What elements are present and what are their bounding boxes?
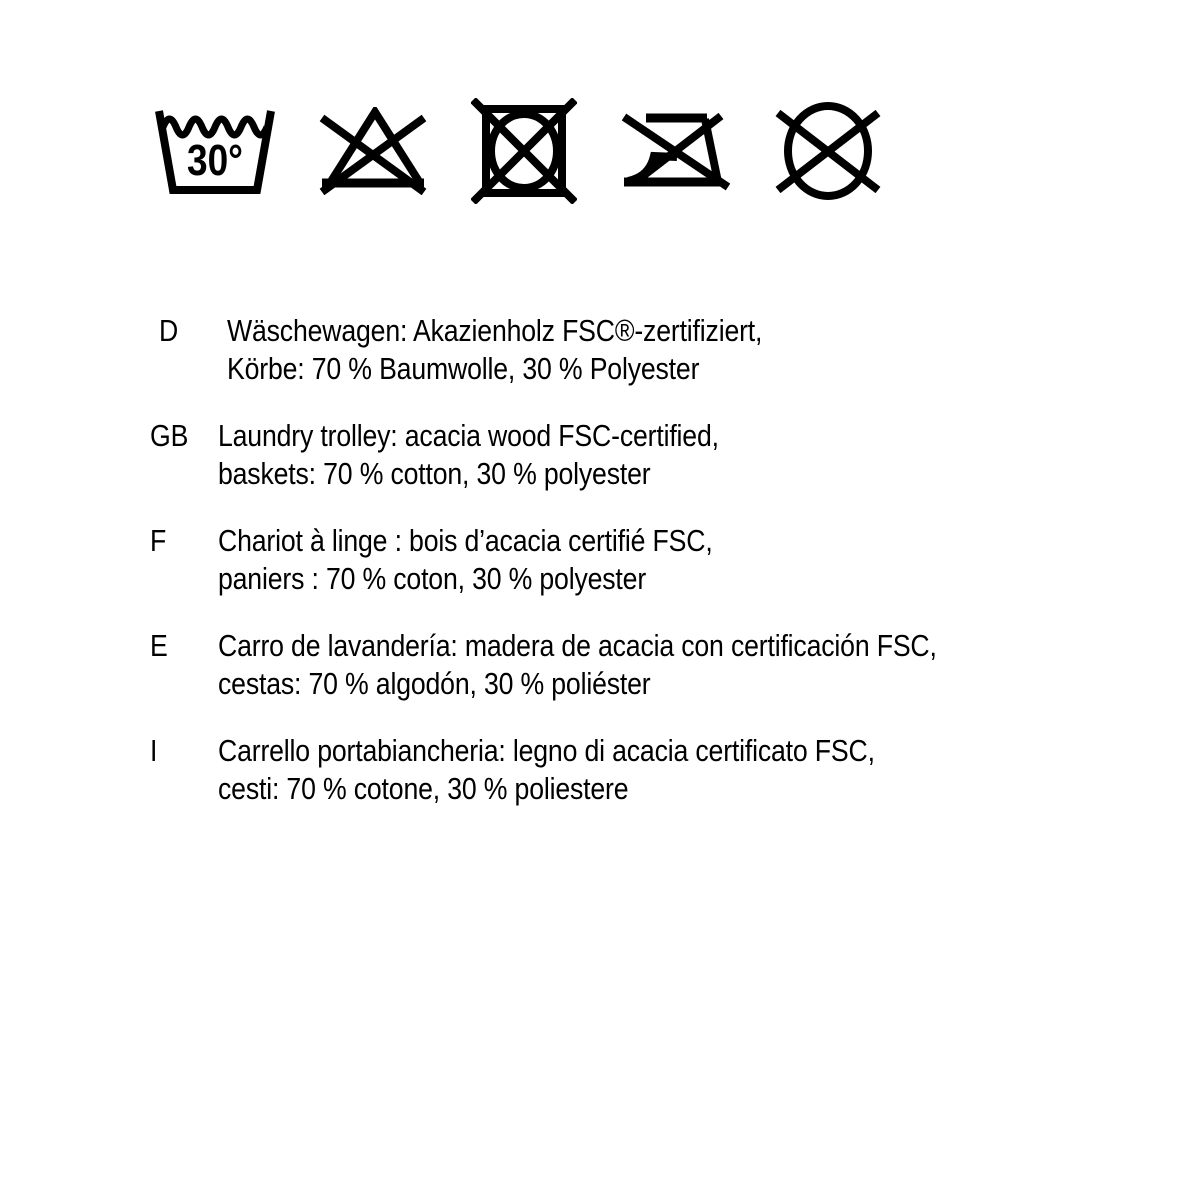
description-text: Chariot à linge : bois d’acacia certifié FSC, paniers : 70 % coton, 30 % polyester xyxy=(218,523,713,596)
do-not-iron-icon xyxy=(621,111,731,191)
wash-temperature-label: 30° xyxy=(187,136,243,185)
description-block-fr xyxy=(150,522,1054,598)
description-text: Carrello portabiancheria: legno di acacia certificato FSC, cesti: 70 % cotone, 30 % poliestere xyxy=(218,733,875,806)
language-code: E xyxy=(150,628,168,663)
description-block-es xyxy=(150,627,1054,703)
do-not-bleach-icon xyxy=(319,107,427,195)
multilingual-descriptions xyxy=(150,312,1054,837)
description-block-it xyxy=(150,732,1054,808)
do-not-dry-clean-icon xyxy=(775,101,881,201)
description-text: Laundry trolley: acacia wood FSC-certified, baskets: 70 % cotton, 30 % polyester xyxy=(218,418,719,491)
language-code: GB xyxy=(150,418,189,453)
language-code: I xyxy=(150,733,158,768)
language-code: D xyxy=(159,313,179,348)
care-symbols-row xyxy=(155,98,881,204)
description-block-de xyxy=(150,312,1054,388)
description-text: Wäschewagen: Akazienholz FSC®-zertifiziert, Körbe: 70 % Baumwolle, 30 % Polyester xyxy=(227,313,763,386)
description-block-gb xyxy=(150,417,1054,493)
do-not-tumble-dry-icon xyxy=(471,98,577,204)
description-text: Carro de lavandería: madera de acacia con certificación FSC, cestas: 70 % algodón, 30 % poliéster xyxy=(218,628,937,701)
language-code: F xyxy=(150,523,167,558)
wash-30-icon xyxy=(155,107,275,195)
